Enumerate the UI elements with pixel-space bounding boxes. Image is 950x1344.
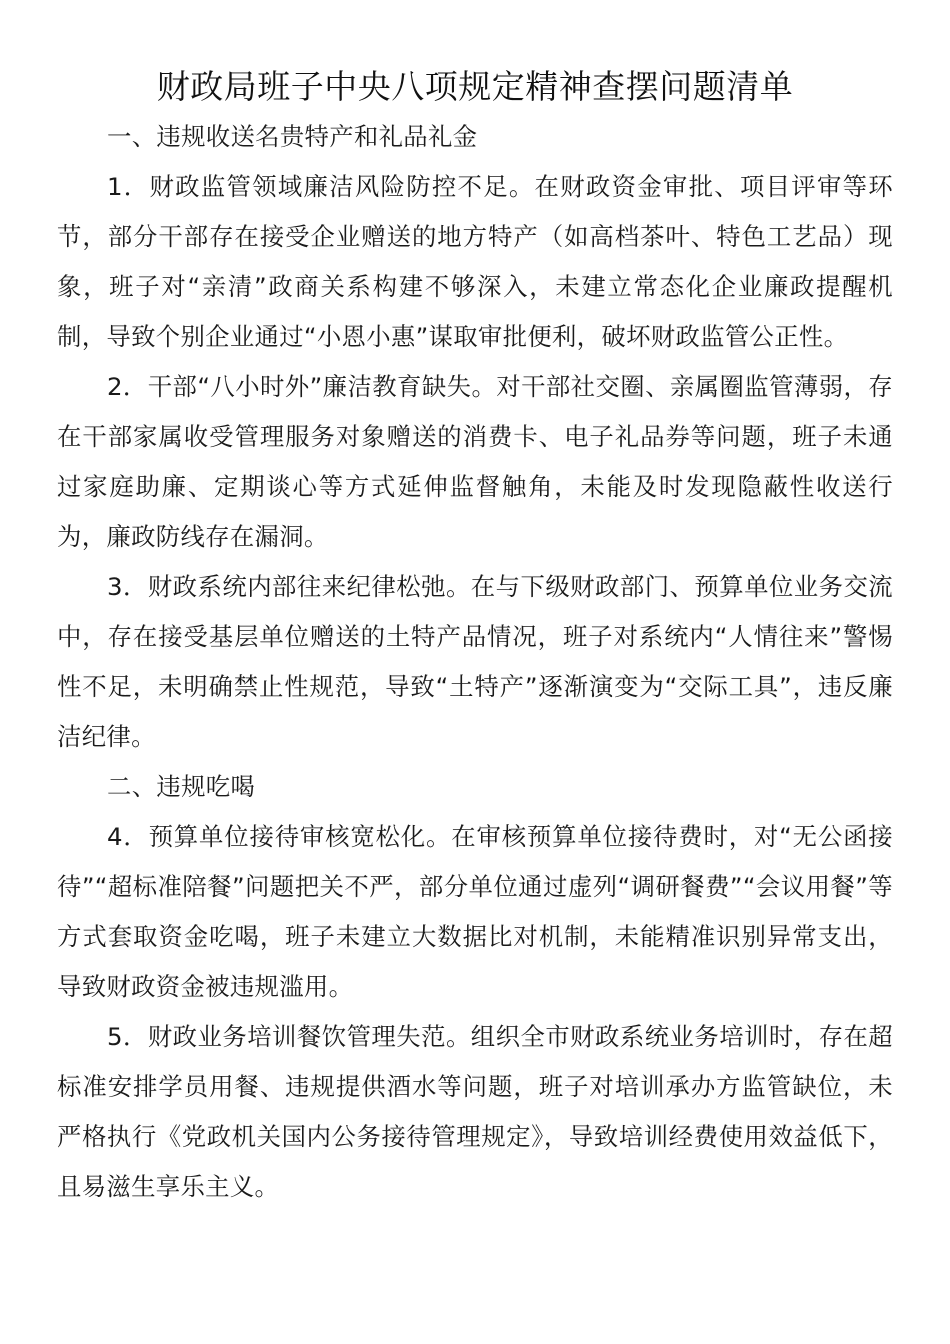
document-title: 财政局班子中央八项规定精神查摆问题清单 [156,67,794,106]
section-heading-2: 二、违规吃喝 [107,772,256,801]
document-body [57,112,893,1212]
issue-item-2: 2．干部“八小时外”廉洁教育缺失。对干部社交圈、亲属圈监管薄弱，存在干部家属收受管理服务对象赠送的消费卡、电子礼品券等问题，班子未通过家庭助廉、定期谈心等方式延伸监督触角，未能及时发现隐蔽性收送行为，廉政防线存在漏洞。 [57,372,893,551]
issue-item-4: 4．预算单位接待审核宽松化。在审核预算单位接待费时，对“无公函接待”“超标准陪餐”问题把关不严，部分单位通过虚列“调研餐费”“会议用餐”等方式套取资金吃喝，班子未建立大数据比对机制，未能精准识别异常支出，导致财政资金被违规滥用。 [57,822,893,1001]
issue-item-1: 1．财政监管领域廉洁风险防控不足。在财政资金审批、项目评审等环节，部分干部存在接受企业赠送的地方特产（如高档茶叶、特色工艺品）现象，班子对“亲清”政商关系构建不够深入，未建立常态化企业廉政提醒机制，导致个别企业通过“小恩小惠”谋取审批便利，破坏财政监管公正性。 [57,172,893,351]
issue-item-5: 5．财政业务培训餐饮管理失范。组织全市财政系统业务培训时，存在超标准安排学员用餐、违规提供酒水等问题，班子对培训承办方监管缺位，未严格执行《党政机关国内公务接待管理规定》，导致培训经费使用效益低下，且易滋生享乐主义。 [57,1022,893,1201]
section-heading-1: 一、违规收送名贵特产和礼品礼金 [107,122,478,151]
issue-item-3: 3．财政系统内部往来纪律松弛。在与下级财政部门、预算单位业务交流中，存在接受基层单位赠送的土特产品情况，班子对系统内“人情往来”警惕性不足，未明确禁止性规范，导致“土特产”逐渐演变为“交际工具”，违反廉洁纪律。 [57,572,893,751]
